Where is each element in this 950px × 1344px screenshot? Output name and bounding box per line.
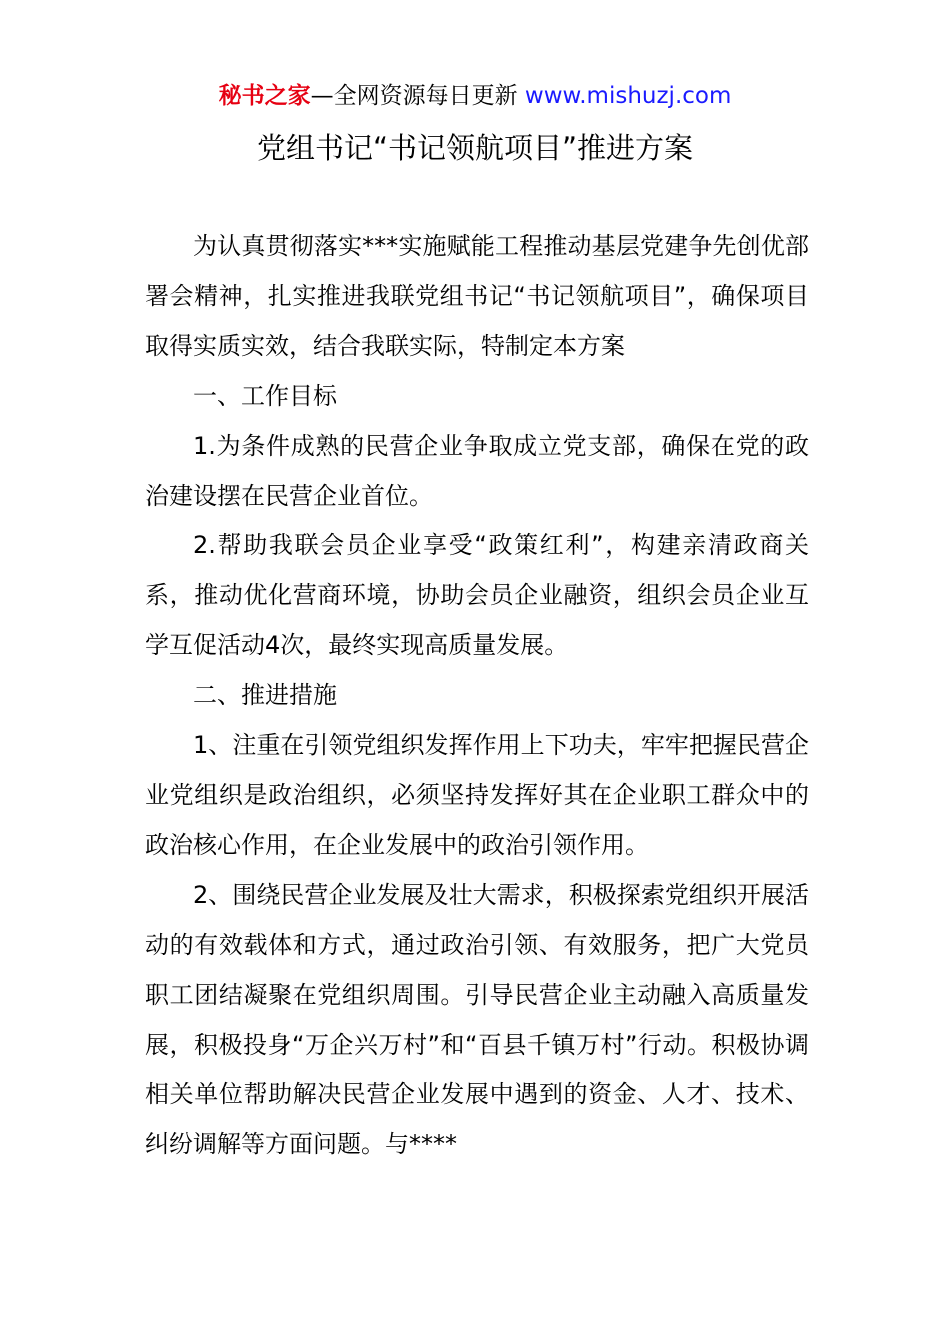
document-body bbox=[145, 222, 809, 1170]
document-title: 党组书记“书记领航项目”推进方案 bbox=[256, 131, 694, 165]
paragraph-goal-2: 2.帮助我联会员企业享受“政策红利”，构建亲清政商关系，推动优化营商环境，协助会员企业融资，组织会员企业互学互促活动4次，最终实现高质量发展。 bbox=[145, 531, 809, 660]
header-tagline: —全网资源每日更新 bbox=[310, 83, 525, 109]
site-url[interactable]: www.mishuzj.com bbox=[524, 83, 732, 109]
site-header bbox=[0, 80, 950, 112]
paragraph-measure-2: 2、围绕民营企业发展及壮大需求，积极探索党组织开展活动的有效载体和方式，通过政治引领、有效服务，把广大党员职工团结凝聚在党组织周围。引导民营企业主动融入高质量发展，积极投身“万企兴万村”和“百县千镇万村”行动。积极协调相关单位帮助解决民营企业发展中遇到的资金、人才、技术、纠纷调解等方面问题。与**** bbox=[145, 880, 809, 1159]
paragraph-goal-1: 1.为条件成熟的民营企业争取成立党支部，确保在党的政治建设摆在民营企业首位。 bbox=[145, 431, 809, 510]
paragraph-intro: 为认真贯彻落实***实施赋能工程推动基层党建争先创优部署会精神，扎实推进我联党组书记“书记领航项目”，确保项目取得实质实效，结合我联实际，特制定本方案 bbox=[145, 232, 809, 360]
heading-measures: 二、推进措施 bbox=[193, 681, 337, 710]
brand-name: 秘书之家 bbox=[218, 83, 311, 109]
paragraph-measure-1: 1、注重在引领党组织发挥作用上下功夫，牢牢把握民营企业党组织是政治组织，必须坚持发挥好其在企业职工群众中的政治核心作用，在企业发展中的政治引领作用。 bbox=[145, 731, 809, 859]
heading-work-goals: 一、工作目标 bbox=[193, 381, 337, 410]
